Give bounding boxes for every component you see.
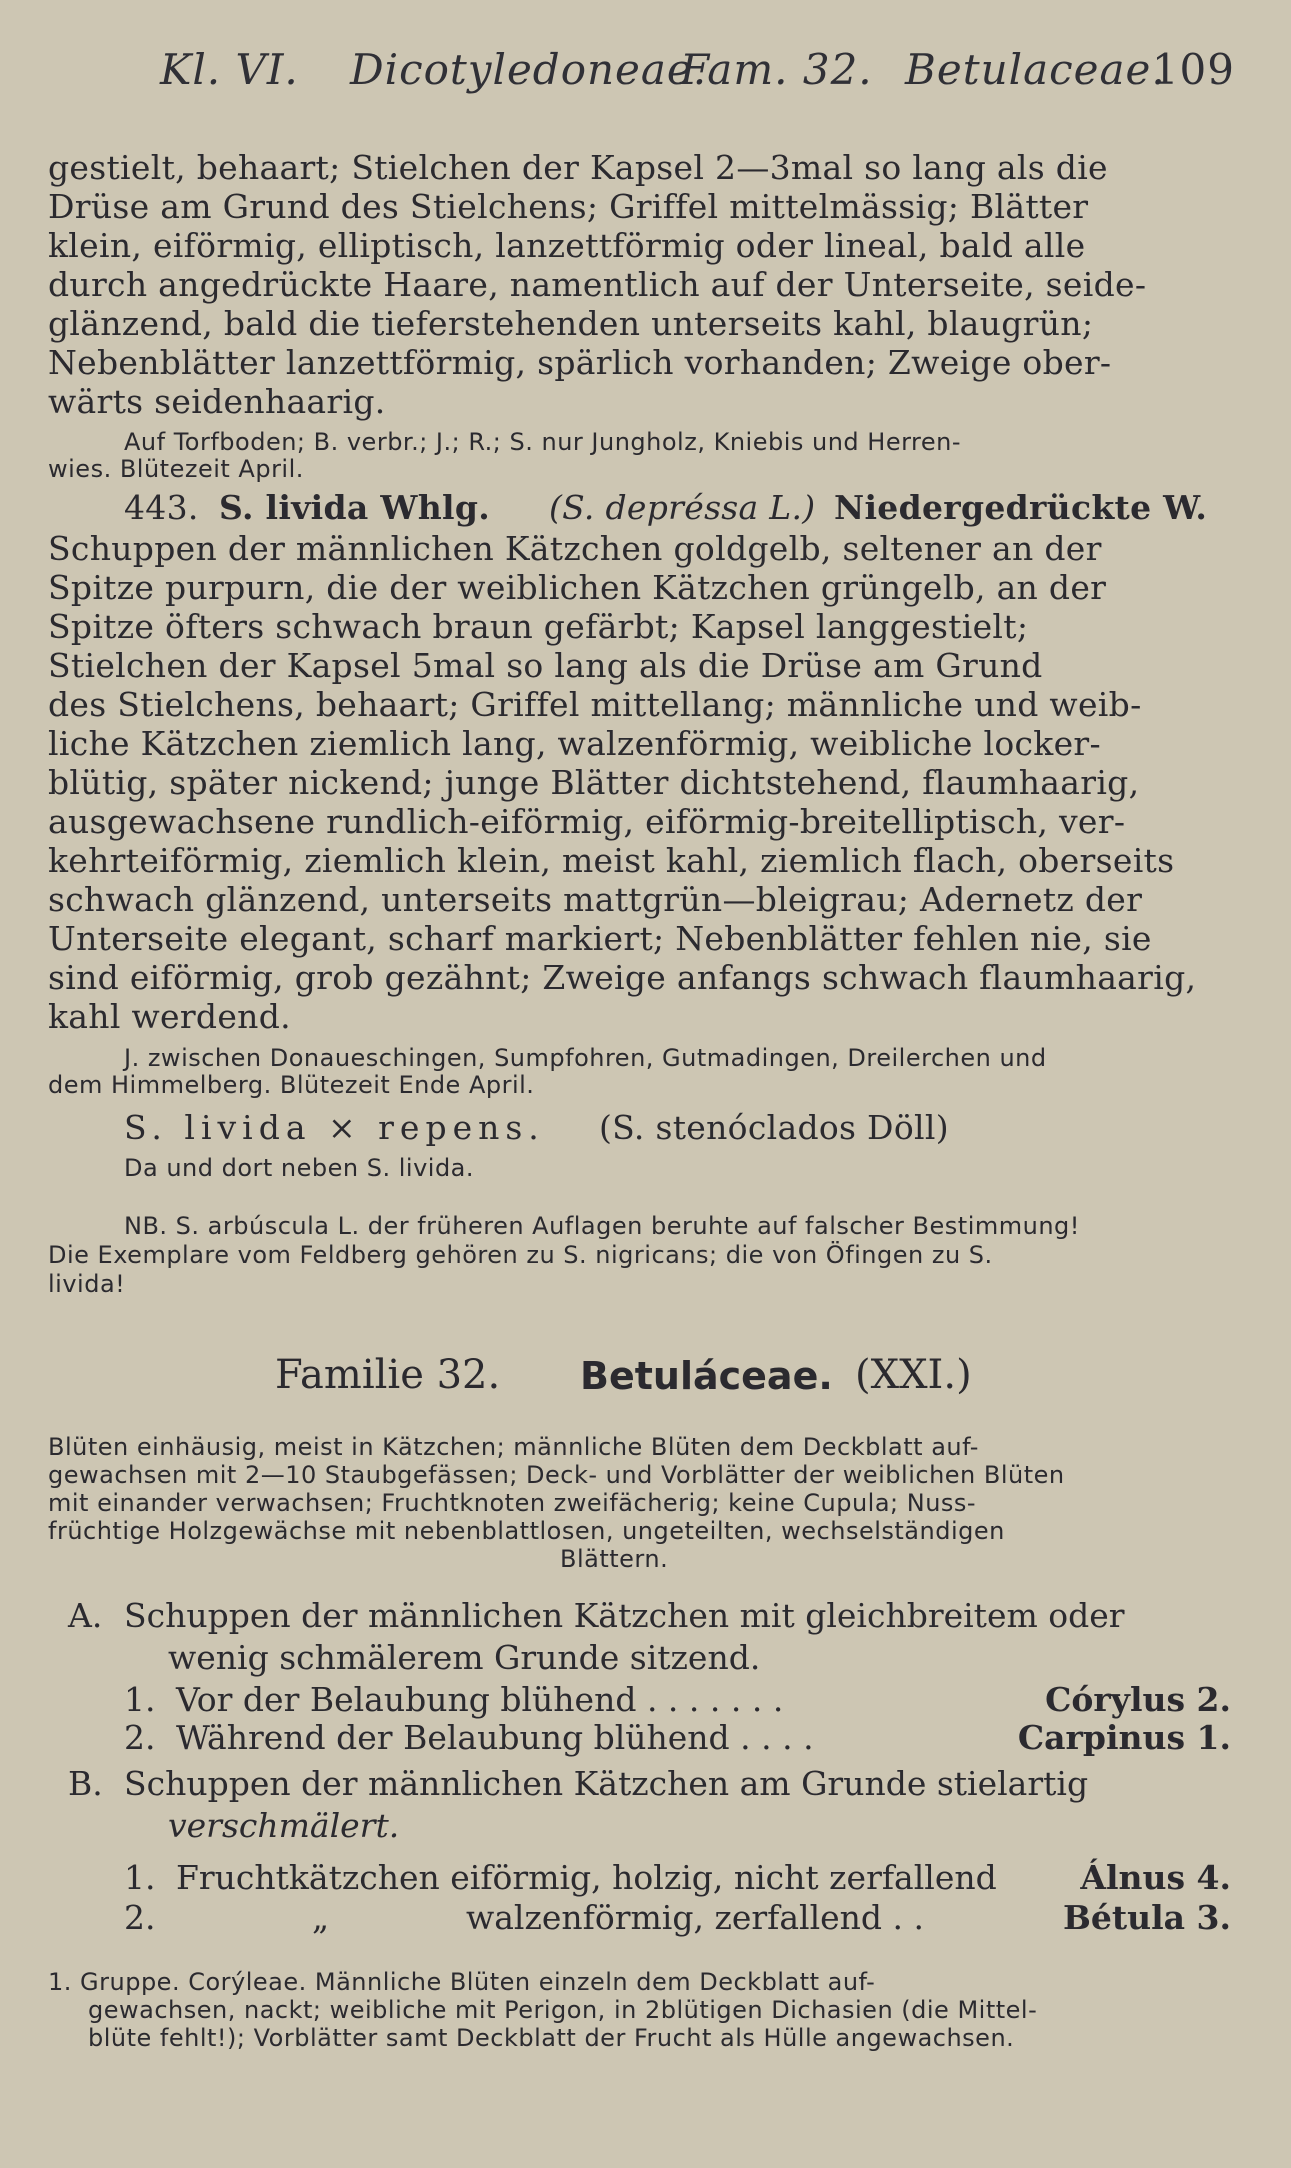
text-line: Drüse am Grund des Stielchens; Griffel mittelmässig; Blätter (48, 187, 1089, 226)
header-family: Fam. 32. (680, 45, 873, 94)
group-note-line: blüte fehlt!); Vorblätter samt Deckblatt der Frucht als Hülle angewachsen. (88, 2024, 1015, 2052)
family-description-line: Blättern. (560, 1545, 669, 1573)
text-line: blütig, später nickend; junge Blätter dichtstehend, flaumhaarig, (48, 763, 1140, 802)
hybrid-heading (124, 1108, 1024, 1148)
text-line: Schuppen der männlichen Kätzchen goldgelb, seltener an der (48, 529, 1102, 568)
habitat-line: wies. Blütezeit April. (48, 455, 304, 483)
header-family-name: Betulaceae. (905, 45, 1166, 94)
key-a2-text: Während der Belaubung blühend . . . . (176, 1718, 814, 1757)
family-heading (275, 1352, 1035, 1404)
species-name: S. livida Whlg. (219, 488, 491, 527)
text-line: schwach glänzend, unterseits mattgrün—bleigrau; Adernetz der (48, 880, 1143, 919)
key-a1-text: Vor der Belaubung blühend . . . . . . . (176, 1680, 784, 1719)
family-description-line: Blüten einhäusig, meist in Kätzchen; männliche Blüten dem Deckblatt auf- (48, 1433, 979, 1461)
family-description-line: gewachsen mit 2—10 Staubgefässen; Deck- und Vorblätter der weiblichen Blüten (48, 1461, 1065, 1489)
family-name: Betuláceae. (580, 1354, 833, 1398)
key-b-label: B. (68, 1764, 103, 1803)
key-a-line1: Schuppen der männlichen Kätzchen mit gleichbreitem oder (124, 1596, 1125, 1635)
nb-note-line: livida! (48, 1270, 126, 1298)
text-line: kahl werdend. (48, 997, 291, 1036)
text-line: Unterseite elegant, scharf markiert; Nebenblätter fehlen nie, sie (48, 919, 1152, 958)
running-header (160, 45, 1235, 105)
key-a-line2: wenig schmälerem Grunde sitzend. (168, 1638, 761, 1677)
text-line: Nebenblätter lanzettförmig, spärlich vorhanden; Zweige ober- (48, 343, 1112, 382)
text-line: durch angedrückte Haare, namentlich auf der Unterseite, seide- (48, 265, 1147, 304)
species-synonym: (S. depréssa L.) (549, 488, 816, 527)
hybrid-synonym: (S. stenóclados Döll) (599, 1108, 949, 1147)
text-line: klein, eiförmig, elliptisch, lanzettförmig oder lineal, bald alle (48, 226, 1086, 265)
family-description-line: mit einander verwachsen; Fruchtknoten zweifächerig; keine Cupula; Nuss- (48, 1489, 977, 1517)
header-group: Dicotyledoneae. (350, 45, 708, 94)
group-note-line: gewachsen, nackt; weibliche mit Perigon, in 2blütigen Dichasien (die Mittel- (88, 1996, 1038, 2024)
text-line: gestielt, behaart; Stielchen der Kapsel 2—3mal so lang als die (48, 148, 1108, 187)
key-b2-genus: Bétula 3. (1063, 1898, 1231, 1937)
habitat-line: Auf Torfboden; B. verbr.; J.; R.; S. nur Jungholz, Kniebis und Herren- (124, 428, 962, 456)
key-b1-text: Fruchtkätzchen eiförmig, holzig, nicht zerfallend (176, 1858, 997, 1897)
text-line: Spitze purpurn, die der weiblichen Kätzchen grüngelb, an der (48, 568, 1107, 607)
nb-note-line: NB. S. arbúscula L. der früheren Auflagen beruhte auf falscher Bestimmung! (124, 1212, 1080, 1240)
text-line: glänzend, bald die tieferstehenden unterseits kahl, blaugrün; (48, 304, 1094, 343)
key-b2-ditto: „ (312, 1898, 330, 1937)
key-b1-number: 1. (124, 1858, 156, 1897)
text-line: Spitze öfters schwach braun gefärbt; Kapsel langgestielt; (48, 607, 1029, 646)
family-label: Familie 32. (275, 1352, 501, 1398)
text-line: sind eiförmig, grob gezähnt; Zweige anfangs schwach flaumhaarig, (48, 958, 1197, 997)
key-b-line1: Schuppen der männlichen Kätzchen am Grunde stielartig (124, 1764, 1089, 1803)
header-class: Kl. VI. (160, 45, 299, 94)
family-description-line: früchtige Holzgewächse mit nebenblattlosen, ungeteilten, wechselständigen (48, 1517, 1005, 1545)
key-b-line2: verschmälert. (168, 1806, 400, 1845)
text-line: wärts seidenhaarig. (48, 382, 386, 421)
text-line: Stielchen der Kapsel 5mal so lang als die Drüse am Grund (48, 646, 1043, 685)
key-b2-text: walzenförmig, zerfallend . . (466, 1898, 925, 1937)
key-a2-number: 2. (124, 1718, 156, 1757)
key-a-label: A. (68, 1596, 103, 1635)
key-a1-number: 1. (124, 1680, 156, 1719)
key-b2-number: 2. (124, 1898, 156, 1937)
family-roman: (XXI.) (855, 1352, 972, 1398)
species-number: 443. (124, 488, 199, 527)
habitat-line: J. zwischen Donaueschingen, Sumpfohren, Gutmadingen, Dreilerchen und (124, 1044, 1047, 1072)
page-number: 109 (1151, 45, 1235, 94)
key-b1-genus: Álnus 4. (1080, 1858, 1231, 1897)
species-heading (124, 488, 1224, 528)
habitat-line: dem Himmelberg. Blütezeit Ende April. (48, 1071, 535, 1099)
key-a1-genus: Córylus 2. (1045, 1680, 1231, 1719)
hybrid-name: S. livida × repens. (124, 1108, 545, 1147)
nb-note-line: Die Exemplare vom Feldberg gehören zu S. nigricans; die von Öfingen zu S. (48, 1241, 993, 1269)
text-line: des Stielchens, behaart; Griffel mittellang; männliche und weib- (48, 685, 1142, 724)
group-note-line: 1. Gruppe. Corýleae. Männliche Blüten einzeln dem Deckblatt auf- (48, 1968, 876, 1996)
text-line: ausgewachsene rundlich-eiförmig, eiförmig-breitelliptisch, ver- (48, 802, 1126, 841)
text-line: kehrteiförmig, ziemlich klein, meist kahl, ziemlich flach, oberseits (48, 841, 1175, 880)
species-common-name: Niedergedrückte W. (834, 488, 1208, 527)
text-line: liche Kätzchen ziemlich lang, walzenförmig, weibliche locker- (48, 724, 1101, 763)
key-a2-genus: Carpinus 1. (1017, 1718, 1231, 1757)
hybrid-note: Da und dort neben S. livida. (124, 1154, 475, 1182)
